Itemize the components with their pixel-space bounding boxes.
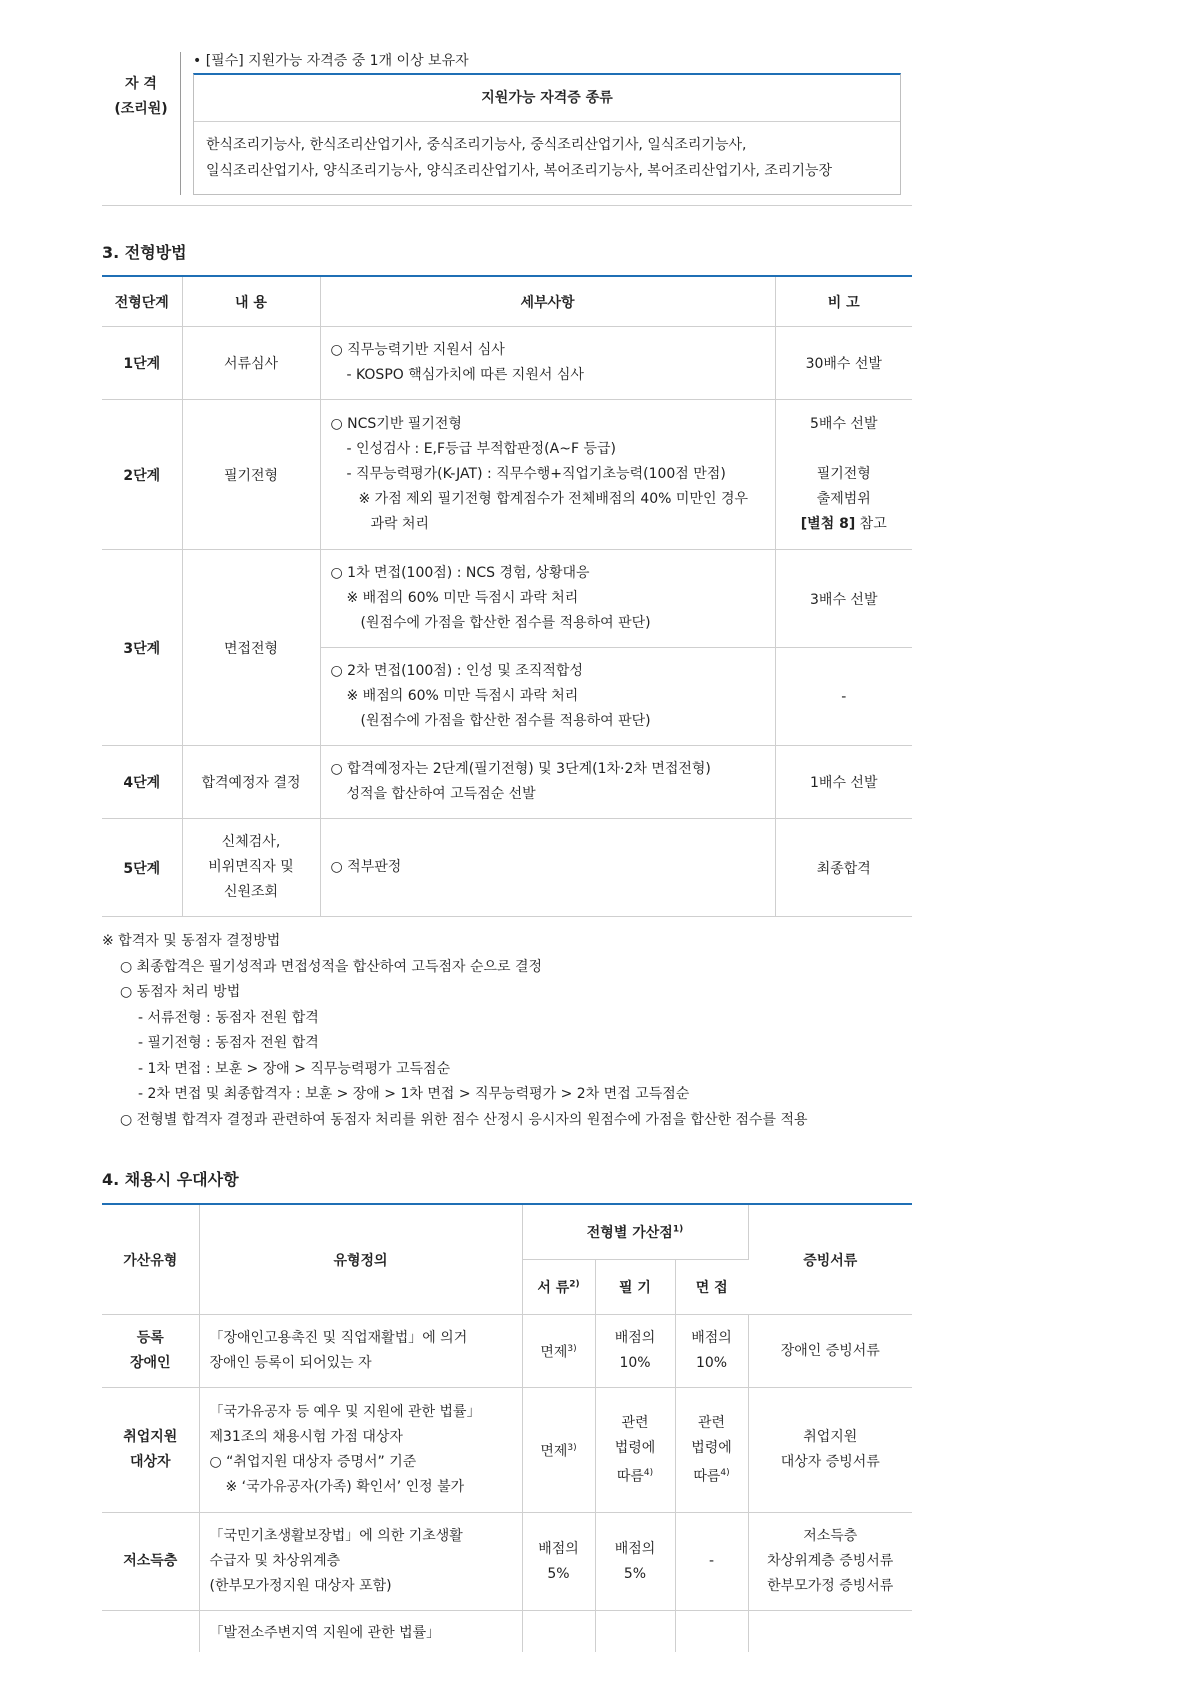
stage-note: 3배수 선발 — [775, 550, 912, 648]
table-header-row — [102, 276, 912, 327]
stage-details: ○ 1차 면접(100점) : NCS 경험, 상황대응 ※ 배점의 60% 미만 득점시 과락 처리 (원점수에 가점을 합산한 점수를 적용하여 판단) — [320, 550, 775, 648]
column-header: 유형정의 — [199, 1204, 522, 1315]
stage-step: 2단계 — [102, 400, 182, 550]
interview-points: 배점의 10% — [675, 1315, 748, 1388]
interview-points: - — [675, 1513, 748, 1611]
stage-details: ○ 적부판정 — [320, 819, 775, 917]
table-header-row — [102, 1204, 912, 1260]
proof-documents: 취업지원 대상자 증빙서류 — [748, 1388, 912, 1513]
preference-type: 취업지원 대상자 — [102, 1388, 199, 1513]
tie-breaker-notes — [102, 929, 912, 1133]
note-heading: ※ 합격자 및 동점자 결정방법 — [102, 933, 281, 949]
table-row — [102, 1315, 912, 1388]
written-points: 배점의 10% — [595, 1315, 675, 1388]
column-header: 전형단계 — [102, 276, 182, 327]
stage-details: ○ 2차 면접(100점) : 인성 및 조직적합성 ※ 배점의 60% 미만 득점시 과락 처리 (원점수에 가점을 합산한 점수를 적용하여 판단) — [320, 648, 775, 746]
stage-content: 합격예정자 결정 — [182, 746, 320, 819]
table-row — [102, 327, 912, 400]
note-subitem: - 서류전형 : 동점자 전원 합격 — [138, 1009, 319, 1026]
column-header: 비 고 — [775, 276, 912, 327]
column-header: 내 용 — [182, 276, 320, 327]
table-row — [102, 1611, 912, 1653]
preference-definition: 「발전소주변지역 지원에 관한 법률」 — [199, 1611, 522, 1653]
certificate-table-header: 지원가능 자격증 종류 — [194, 75, 900, 122]
column-header: 전형별 가산점$^{1)}$ — [522, 1204, 748, 1260]
attachment-reference: [별첨 8] — [800, 516, 856, 532]
table-row — [102, 1388, 912, 1513]
note-subitem: - 2차 면접 및 최종합격자 : 보훈 > 장애 > 1차 면접 > 직무능력평가 > 2차 면접 고득점순 — [138, 1086, 690, 1102]
interview-points: 관련 법령에 따름$^{4)}$ — [675, 1388, 748, 1513]
column-header: 증빙서류 — [748, 1204, 912, 1315]
preference-definition: 「국가유공자 등 예우 및 지원에 관한 법률」 제31조의 채용시험 가점 대상자 ○ “취업지원 대상자 증명서” 기준 ※ ‘국가유공자(가족) 확인서’ 인정 불가 — [199, 1388, 522, 1513]
stage-content: 서류심사 — [182, 327, 320, 400]
note-subitem: - 1차 면접 : 보훈 > 장애 > 직무능력평가 고득점순 — [138, 1060, 451, 1077]
qualification-label: 자 격 (조리원) — [102, 52, 181, 195]
qualification-block — [102, 52, 912, 206]
stage-step: 5단계 — [102, 819, 182, 917]
stage-step: 4단계 — [102, 746, 182, 819]
preference-type: 저소득층 — [102, 1513, 199, 1611]
document-points: 면제$^{3)}$ — [522, 1388, 595, 1513]
stage-details: ○ 직무능력기반 지원서 심사 - KOSPO 핵심가치에 따른 지원서 심사 — [320, 327, 775, 400]
table-row — [102, 400, 912, 550]
document-points: 면제$^{3)}$ — [522, 1315, 595, 1388]
stage-step: 3단계 — [102, 550, 182, 746]
stage-note: 1배수 선발 — [775, 746, 912, 819]
preference-definition: 「장애인고용촉진 및 직업재활법」에 의거 장애인 등록이 되어있는 자 — [199, 1315, 522, 1388]
section-title-preferential-treatment: 4. 채용시 우대사항 — [102, 1170, 239, 1189]
table-row — [102, 746, 912, 819]
stage-note: 최종합격 — [775, 819, 912, 917]
note-item: ○ 최종합격은 필기성적과 면접성적을 합산하여 고득점자 순으로 결정 — [120, 958, 543, 975]
column-header: 세부사항 — [320, 276, 775, 327]
section-title-selection-method: 3. 전형방법 — [102, 243, 187, 262]
document-page — [102, 52, 912, 1652]
selection-method-table — [102, 275, 912, 917]
written-points: 관련 법령에 따름$^{4)}$ — [595, 1388, 675, 1513]
table-row — [102, 819, 912, 917]
stage-step: 1단계 — [102, 327, 182, 400]
table-row — [102, 1513, 912, 1611]
stage-content: 신체검사, 비위면직자 및 신원조회 — [182, 819, 320, 917]
note-item: ○ 동점자 처리 방법 — [120, 984, 241, 1000]
table-row — [102, 550, 912, 648]
preference-definition: 「국민기초생활보장법」에 의한 기초생활 수급자 및 차상위계층 (한부모가정지원 대상자 포함) — [199, 1513, 522, 1611]
note-item: ○ 전형별 합격자 결정과 관련하여 동점자 처리를 위한 점수 산정시 응시자의 원점수에 가점을 합산한 점수를 적용 — [120, 1111, 808, 1128]
stage-note: - — [775, 648, 912, 746]
preference-type: 등록 장애인 — [102, 1315, 199, 1388]
stage-details: ○ NCS기반 필기전형 - 인성검사 : E,F등급 부적합판정(A~F 등급) - 직무능력평가(K-JAT) : 직무수행+직업기초능력(100점 만점) ※ 가점 제외 필기전형 합계점수가 전체배점의 40% 미만인 경우 과락 처리 — [320, 400, 775, 550]
certificate-list: 한식조리기능사, 한식조리산업기사, 중식조리기능사, 중식조리산업기사, 일식조리기능사, 일식조리산업기사, 양식조리기능사, 양식조리산업기사, 복어조리기능사, 복어조리산업기사, 조리기능장 — [206, 137, 833, 179]
stage-content: 필기전형 — [182, 400, 320, 550]
column-header: 가산유형 — [102, 1204, 199, 1315]
qualification-requirement: • [필수] 지원가능 자격증 중 1개 이상 보유자 — [193, 53, 469, 69]
document-points: 배점의 5% — [522, 1513, 595, 1611]
column-header: 면 접 — [675, 1260, 748, 1315]
stage-note: 30배수 선발 — [775, 327, 912, 400]
stage-content: 면접전형 — [182, 550, 320, 746]
certificate-table — [193, 73, 901, 195]
written-points: 배점의 5% — [595, 1513, 675, 1611]
stage-details: ○ 합격예정자는 2단계(필기전형) 및 3단계(1차·2차 면접전형) 성적을 합산하여 고득점순 선발 — [320, 746, 775, 819]
preference-table — [102, 1203, 912, 1652]
proof-documents: 장애인 증빙서류 — [748, 1315, 912, 1388]
note-subitem: - 필기전형 : 동점자 전원 합격 — [138, 1035, 319, 1051]
proof-documents: 저소득층 차상위계층 증빙서류 한부모가정 증빙서류 — [748, 1513, 912, 1611]
column-header: 필 기 — [595, 1260, 675, 1315]
stage-note: 5배수 선발 필기전형 출제범위 [별첨 8] 참고 — [775, 400, 912, 550]
column-header: 서 류$^{2)}$ — [522, 1260, 595, 1315]
